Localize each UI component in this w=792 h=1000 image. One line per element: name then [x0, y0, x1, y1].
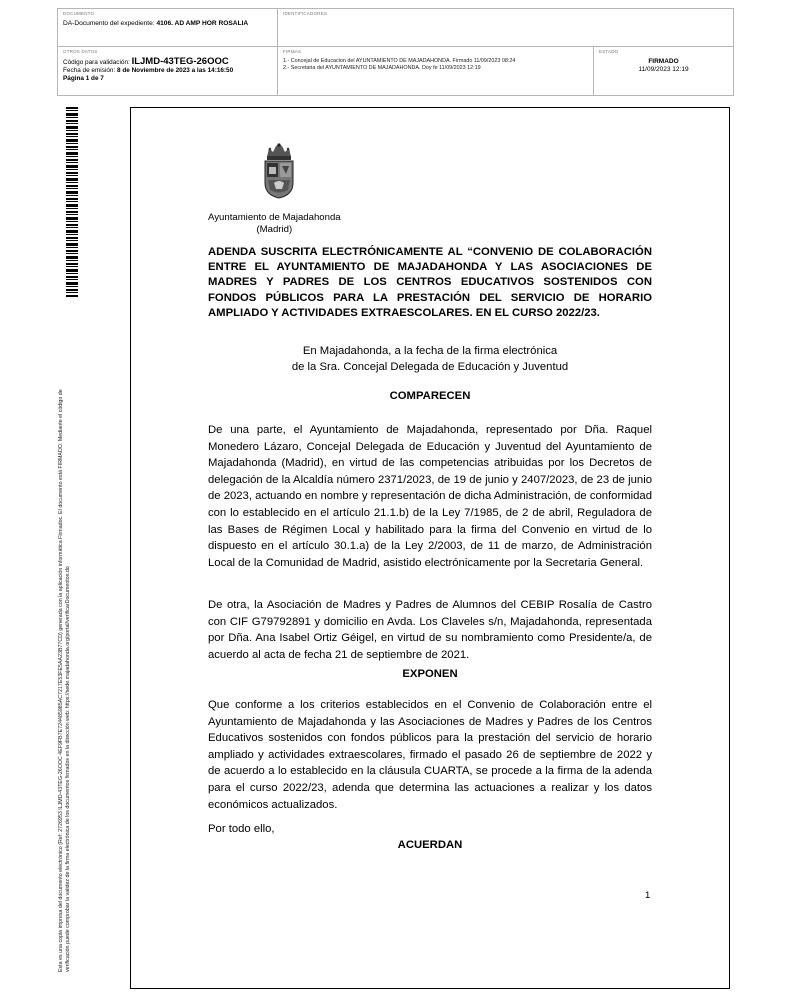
estado-caption: ESTADO: [599, 49, 619, 54]
documento-cell: [58, 9, 278, 46]
heading-exponen: EXPONEN: [402, 668, 458, 680]
coat-of-arms-icon: [262, 143, 296, 199]
barcode-image: [66, 107, 78, 297]
firmas-caption: FIRMAS: [283, 49, 302, 54]
otros-datos-caption: OTROS DATOS: [63, 49, 98, 54]
documento-caption: DOCUMENTO: [63, 11, 95, 16]
codigo-validacion-value: ILJMD-43TEG-26OOC: [131, 56, 229, 67]
page-number: 1: [645, 890, 651, 901]
firmas-cell: [278, 47, 594, 95]
place-date: En Majadahonda, a la fecha de la firma electrónica de la Sra. Concejal Delegada de Educación y Juventud: [291, 345, 569, 373]
header-row-bottom: [58, 47, 733, 95]
paragraph-exponen: Que conforme a los criterios establecidos en el Convenio de Colaboración entre el Ayuntamiento de Majadahonda y las Asociaciones de Madres y Padres de los Centros Educativos sostenidos con fondos públicos para la prestación del servicio de horario ampliado y actividades extraescolares, firmado el pasado 26 de septiembre de 2022 y de acuerdo a lo establecido en la cláusula CUARTA, se procede a la firma de la adenda para el curso 2022/23, adenda que determina las actuaciones a realizar y los datos económicos actualizados.: [208, 699, 652, 811]
document-title: ADENDA SUSCRITA ELECTRÓNICAMENTE AL “CONVENIO DE COLABORACIÓN ENTRE EL AYUNTAMIENTO DE MAJADAHONDA Y LAS ASOCIACIONES DE MADRES Y PADRES DE LOS CENTROS EDUCATIVOS SOSTENIDOS CON FONDOS PÚBLICOS PARA LA PRESTACIÓN DEL SERVICIO DE HORARIO AMPLIADO Y ACTIVIDADES EXTRAESCOLARES. EN EL CURSO 2022/23.: [208, 246, 652, 319]
header-row-top: [58, 9, 733, 47]
document-header-table: [57, 8, 734, 96]
estado-date: 11/09/2023 12:19: [638, 66, 689, 73]
pagina-indicator: Página 1 de 7: [63, 75, 104, 83]
heading-acuerdan: ACUERDAN: [397, 839, 463, 851]
firma-2: 2.- Secretaria del AYUNTAMIENTO DE MAJADAHONDA. Doy fe 11/09/2023 12:19: [283, 65, 481, 71]
heading-comparecen: COMPARECEN: [389, 390, 471, 402]
paragraph-parte-2: De otra, la Asociación de Madres y Padres de Alumnos del CEBIP Rosalía de Castro con CIF G79792891 y domicilio en Avda. Los Claveles s/n, Majadahonda, representada por Dña. Ana Isabel Ortiz Géigel, en virtud de su nombramiento como Presidente/a, de acuerdo al acta de fecha 21 de septiembre de 2021.: [208, 599, 652, 661]
identificadores-caption: IDENTIFICADORES: [283, 11, 328, 16]
firma-1: 1.- Concejal de Educacion del AYUNTAMIENTO DE MAJADAHONDA. Firmado 11/09/2023 08:24: [283, 58, 516, 64]
identificadores-cell: [278, 9, 733, 46]
ayuntamiento-name: Ayuntamiento de Majadahonda (Madrid): [208, 212, 341, 235]
fecha-emision: Fecha de emisión: 8 de Noviembre de 2023 a las 14:16:50: [63, 67, 234, 75]
side-verification-text: Esta es una copia impresa del documento electrónico (Ref: 2726953 ILJMD-43TEG-26OOC 4EF9FB7E724485985AC7217E53FE5AA23B77CD) generada con la aplicación informática Firmadoc. El documento está FIRMADO. Mediante el código de verificación puede comprobar la validez de la firma electrónica de los documentos firmados en la dirección web: https://sede.majadahonda.org/portal/verificarDocumentos.do: [58, 389, 71, 972]
documento-value: DA-Documento del expediente: 4106. AD AMP HOR ROSALIA: [63, 20, 249, 27]
estado-cell: [594, 47, 733, 95]
codigo-validacion: Código para validación: ILJMD-43TEG-26OOC: [63, 56, 229, 67]
por-todo-ello: Por todo ello,: [208, 823, 275, 835]
paragraph-parte-1: De una parte, el Ayuntamiento de Majadahonda, representado por Dña. Raquel Monedero Lázaro, Concejal Delegada de Educación y Juventud del Ayuntamiento de Majadahonda (Madrid), en virtud de las competencias atribuidas por los Decretos de delegación de la Alcaldía número 2371/2023, de 19 de junio y 2407/2023, de 23 de junio de 2023, actuando en nombre y representación de dicha Administración, de conformidad con lo establecido en el artículo 21.1.b) de la Ley 7/1985, de 2 de abril, Reguladora de las Bases de Régimen Local y habilitado para la firma del Convenio en virtud de lo dispuesto en el artículo 30.1.a) de la Ley 2/2003, de 11 de marzo, de Administración Local de la Comunidad de Madrid, asistido electrónicamente por la Secretaria General.: [208, 424, 652, 569]
estado-value: FIRMADO: [648, 58, 679, 65]
otros-datos-cell: [58, 47, 278, 95]
